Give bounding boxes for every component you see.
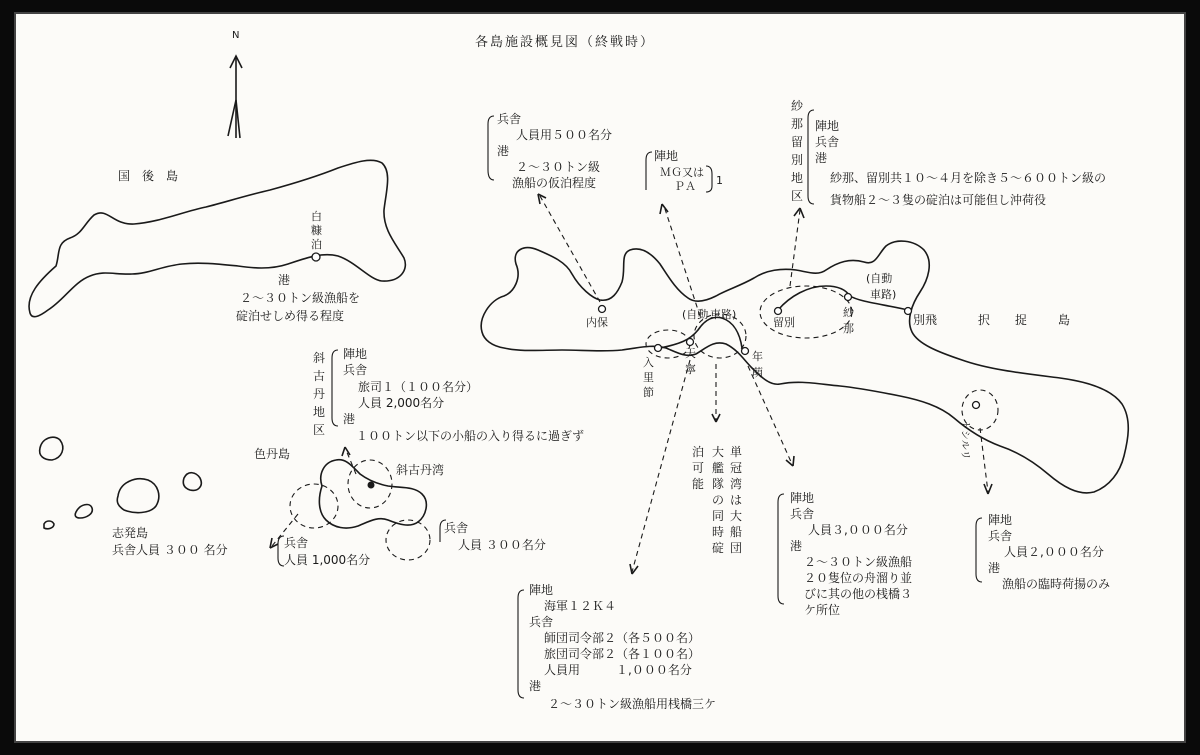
svg-text:別飛: 別飛 [913, 313, 938, 327]
irirube-area [646, 330, 690, 358]
shirase-town-marker [312, 253, 320, 261]
svg-text:地: 地 [313, 405, 326, 419]
svg-text:兵舎人員 ３００ 名分: 兵舎人員 ３００ 名分 [112, 543, 228, 557]
naibo-note [497, 112, 612, 190]
toshiruri-brace [976, 518, 982, 582]
svg-text:陣地: 陣地 [529, 583, 554, 597]
svg-text:人員用 １,０００名分: 人員用 １,０００名分 [544, 663, 692, 677]
shibotsu-coastline [117, 479, 159, 513]
toshiruri-label [959, 420, 970, 460]
shana-label [843, 305, 855, 335]
svg-text:人員 ３００名分: 人員 ３００名分 [458, 538, 546, 552]
shakotan-bay-label: 斜古丹湾 [396, 463, 445, 477]
svg-text:白: 白 [311, 210, 322, 223]
svg-text:(自動: (自動 [866, 272, 893, 285]
shikotan-left-note [284, 536, 370, 567]
naibo-arrow [540, 196, 600, 302]
svg-text:択: 択 [978, 313, 991, 327]
svg-text:港: 港 [278, 273, 291, 287]
svg-text:斜: 斜 [313, 351, 326, 365]
svg-text:1: 1 [716, 174, 723, 187]
svg-text:紗: 紗 [791, 99, 804, 113]
svg-text:地: 地 [791, 171, 804, 185]
toshimoe-brace [778, 494, 784, 604]
tennei-bay-note [692, 444, 742, 555]
svg-text:兵舎: 兵舎 [988, 529, 1013, 543]
svg-text:２０隻位の舟溜り並: ２０隻位の舟溜り並 [804, 571, 913, 585]
svg-text:大: 大 [730, 509, 743, 523]
svg-text:船: 船 [730, 525, 743, 539]
svg-text:兵舎: 兵舎 [497, 112, 522, 126]
svg-text:碇泊せしめ得る程度: 碇泊せしめ得る程度 [236, 309, 345, 323]
svg-text:びに其の他の桟橋３: びに其の他の桟橋３ [804, 587, 913, 601]
road-west [660, 317, 742, 348]
svg-text:那: 那 [791, 117, 804, 131]
svg-text:可: 可 [692, 461, 705, 475]
small-island-4 [183, 473, 201, 491]
svg-text:艦: 艦 [712, 461, 725, 475]
svg-text:別: 別 [791, 153, 804, 167]
svg-text:時: 時 [712, 525, 725, 539]
svg-text:団: 団 [730, 541, 743, 555]
shakotan-bay-marker [368, 482, 375, 489]
svg-text:隊: 隊 [712, 477, 725, 491]
svg-text:寧: 寧 [685, 363, 696, 376]
svg-text:陣地: 陣地 [654, 149, 679, 163]
toshiruri-note [988, 512, 1110, 591]
svg-text:節: 節 [643, 386, 654, 399]
svg-text:兵舎: 兵舎 [529, 615, 554, 629]
svg-text:入: 入 [643, 356, 654, 369]
svg-text:人員３,０００名分: 人員３,０００名分 [808, 523, 908, 537]
svg-text:能: 能 [692, 477, 705, 491]
svg-text:区: 区 [313, 423, 326, 437]
shana-arrow [790, 210, 800, 286]
svg-text:ケ所位: ケ所位 [804, 603, 841, 617]
svg-text:糠: 糠 [311, 224, 322, 237]
svg-text:港: 港 [988, 561, 1001, 575]
svg-text:港: 港 [497, 144, 510, 158]
toshimoe-arrow [748, 366, 792, 464]
svg-text:２〜３０トン級漁船用桟橋三ケ: ２〜３０トン級漁船用桟橋三ケ [548, 697, 717, 711]
svg-text:萌: 萌 [752, 366, 763, 379]
shana-note [815, 118, 1106, 207]
svg-text:港: 港 [343, 412, 356, 426]
rubetsu-marker [775, 308, 782, 315]
svg-text:人員２,０００名分: 人員２,０００名分 [1004, 545, 1104, 559]
shibotsu-note [112, 525, 228, 557]
betto-marker [905, 308, 912, 315]
toshiruri-marker [973, 402, 980, 409]
shana-district-label [791, 98, 804, 203]
svg-text:島: 島 [1058, 313, 1071, 327]
svg-text:人員 2,000名分: 人員 2,000名分 [358, 396, 445, 410]
svg-text:丹: 丹 [313, 387, 326, 401]
svg-text:陣地: 陣地 [988, 513, 1013, 527]
svg-text:志発島: 志発島 [112, 526, 149, 540]
toshimoe-note [790, 490, 912, 617]
svg-text:那: 那 [843, 322, 854, 335]
naibo-brace [488, 116, 494, 180]
map-title: 各島施設概見図（終戦時） [475, 35, 656, 50]
svg-text:(自動: (自動 [682, 308, 709, 321]
svg-text:陣地: 陣地 [790, 491, 815, 505]
svg-text:２〜３０トン級漁船: ２〜３０トン級漁船 [804, 555, 913, 569]
shana-marker [845, 294, 852, 301]
svg-text:天: 天 [685, 347, 696, 360]
shakotan-note [343, 346, 584, 443]
small-island-3 [44, 521, 54, 529]
svg-text:紗那、留別共１０〜４月を除き５〜６００トン級の: 紗那、留別共１０〜４月を除き５〜６００トン級の [830, 171, 1107, 185]
svg-text:泊: 泊 [692, 445, 705, 459]
svg-text:湾: 湾 [730, 477, 743, 491]
svg-text:兵舎: 兵舎 [790, 507, 815, 521]
tennei-note [529, 582, 716, 711]
svg-text:年: 年 [752, 350, 763, 363]
svg-text:単: 単 [730, 445, 743, 459]
svg-text:陣地: 陣地 [815, 119, 840, 133]
tennei-brace [518, 590, 524, 698]
svg-text:古: 古 [313, 369, 326, 383]
shana-brace [808, 110, 814, 204]
shakotan-brace [332, 350, 338, 426]
toshimoe-label [752, 349, 763, 379]
svg-text:大: 大 [712, 445, 725, 459]
svg-text:車路): 車路) [870, 288, 897, 301]
svg-text:２〜３０トン級漁船を: ２〜３０トン級漁船を [240, 291, 361, 305]
etorofu-label [913, 312, 1070, 327]
road-label-east [866, 271, 896, 301]
svg-text:陣地: 陣地 [343, 347, 368, 361]
tennei-arrow [632, 360, 690, 572]
tennei-marker [687, 339, 694, 346]
svg-text:トシルリ: トシルリ [959, 420, 970, 460]
kunashiri-label: 国 後 島 [118, 169, 179, 183]
svg-text:港: 港 [790, 539, 803, 553]
svg-text:車路): 車路) [710, 308, 737, 321]
svg-text:里: 里 [643, 371, 654, 384]
svg-text:兵舎: 兵舎 [815, 135, 840, 149]
svg-text:１００トン以下の小船の入り得るに過ぎず: １００トン以下の小船の入り得るに過ぎず [356, 429, 585, 443]
svg-text:海軍１２Ｋ４: 海軍１２Ｋ４ [544, 599, 617, 613]
shirase-label [311, 210, 322, 251]
svg-text:捉: 捉 [1015, 313, 1028, 327]
rubetsu-label: 留別 [773, 316, 795, 329]
svg-text:ＰＡ: ＰＡ [674, 180, 696, 193]
toshimoe-marker [742, 348, 749, 355]
irirube-marker [655, 345, 662, 352]
svg-text:２〜３０トン級: ２〜３０トン級 [516, 160, 601, 174]
svg-text:の: の [712, 493, 725, 507]
svg-text:N: N [232, 30, 240, 41]
etorofu-coastline [481, 241, 1128, 493]
svg-text:兵舎: 兵舎 [284, 536, 309, 550]
svg-text:は: は [730, 493, 743, 507]
svg-text:港: 港 [815, 151, 828, 165]
small-island-2 [75, 505, 92, 518]
small-island-1 [40, 437, 63, 460]
tennei-mg-note [654, 148, 723, 193]
svg-text:留: 留 [791, 135, 804, 149]
mg-brace [646, 152, 652, 190]
svg-text:人員用５００名分: 人員用５００名分 [516, 128, 613, 142]
svg-text:碇: 碇 [712, 541, 725, 555]
kunashiri-port-note [236, 272, 360, 323]
north-arrow-icon [228, 30, 242, 138]
mg-arrow [664, 206, 700, 316]
naibo-label: 内保 [586, 316, 608, 329]
svg-text:人員 1,000名分: 人員 1,000名分 [284, 553, 371, 567]
rubetsu-shana-area [760, 286, 852, 338]
svg-text:区: 区 [791, 189, 804, 203]
shakotan-district-label [313, 350, 325, 437]
svg-text:泊: 泊 [311, 238, 322, 251]
svg-text:冠: 冠 [730, 461, 743, 475]
shikotan-right-note [444, 521, 546, 552]
svg-text:旅団司令部２（各１００名）: 旅団司令部２（各１００名） [544, 647, 701, 661]
toshiruri-arrow [980, 428, 988, 492]
svg-text:兵舎: 兵舎 [444, 521, 469, 535]
road-label-west [682, 307, 736, 321]
svg-text:港: 港 [529, 679, 542, 693]
svg-text:旅司１（１００名分）: 旅司１（１００名分） [358, 380, 479, 394]
svg-text:漁船の仮泊程度: 漁船の仮泊程度 [512, 176, 597, 190]
shikotan-label: 色丹島 [254, 447, 291, 461]
svg-text:兵舎: 兵舎 [343, 363, 368, 377]
irirube-label [643, 355, 654, 399]
naibo-marker [599, 306, 606, 313]
svg-text:紗: 紗 [843, 306, 854, 319]
svg-text:師団司令部２（各５００名）: 師団司令部２（各５００名） [544, 631, 701, 645]
svg-text:漁船の臨時荷揚のみ: 漁船の臨時荷揚のみ [1002, 577, 1111, 591]
svg-text:同: 同 [712, 509, 725, 523]
svg-text:貨物船２〜３隻の碇泊は可能但し沖荷役: 貨物船２〜３隻の碇泊は可能但し沖荷役 [830, 193, 1047, 207]
svg-text:ＭＧ又は: ＭＧ又は [660, 166, 704, 179]
